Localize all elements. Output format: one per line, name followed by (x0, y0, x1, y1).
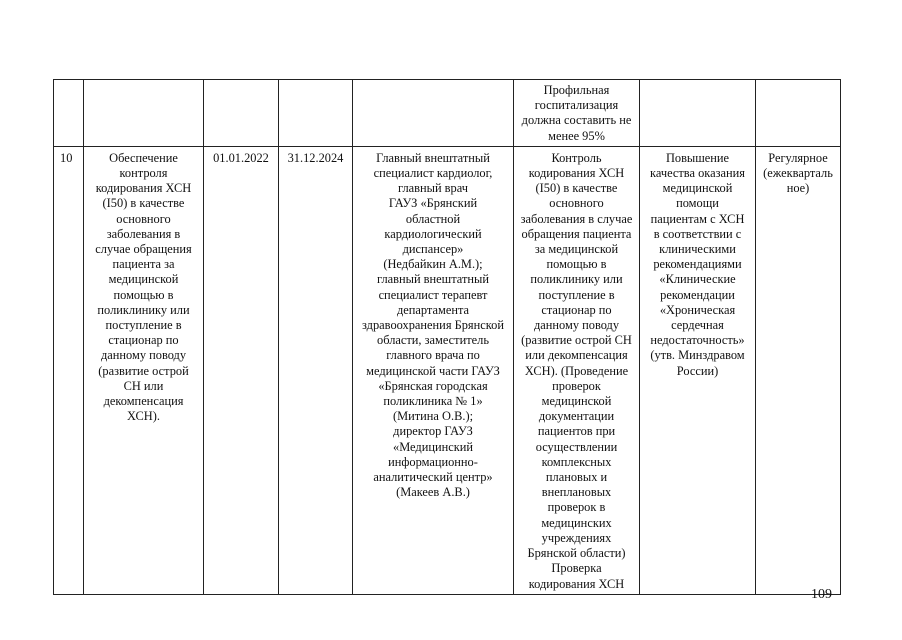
cell-result-empty (640, 80, 756, 147)
result-text: Повышение качества оказания медицинской помощи пациентам с ХСН в соответствии с клиническими рекомендациями «Клинические рекомендации «Хроническая сердечная недостаточность» (утв. Минздравом России) (640, 146, 756, 594)
frequency-text: Регулярное (ежекварталь ное) (756, 146, 841, 594)
start-date: 01.01.2022 (204, 146, 279, 594)
measure-text: Обеспечение контроля кодирования ХСН (I50) в качестве основного заболевания в случае обращения пациента за медицинской помощью в поликлинику или поступление в стационар по данному поводу (развитие острой СН или декомпенсация ХСН). (84, 146, 204, 594)
row-number: 10 (54, 146, 84, 594)
cell-responsible-empty (353, 80, 514, 147)
cell-start-empty (204, 80, 279, 147)
cell-num-empty (54, 80, 84, 147)
end-date: 31.12.2024 (279, 146, 353, 594)
cell-target-text: Профильная госпитализация должна составить не менее 95% (514, 80, 640, 147)
cell-measure-empty (84, 80, 204, 147)
target-text: Контроль кодирования ХСН (I50) в качестве основного заболевания в случае обращения пациента за медицинской помощью в поликлинику или поступление в стационар по данному поводу (развитие острой СН или декомпенсация ХСН). (Проведение проверок медицинской документации пациентов при осуществлении комплексных плановых и внеплановых проверок в медицинских учреждениях Брянской области) Проверка кодирования ХСН (514, 146, 640, 594)
cell-frequency-empty (756, 80, 841, 147)
measures-table (53, 79, 841, 595)
cell-end-empty (279, 80, 353, 147)
responsible-text: Главный внештатный специалист кардиолог, главный врач ГАУЗ «Брянский областной кардиологический диспансер» (Недбайкин А.М.); главный внештатный специалист терапевт департамента здравоохранения Брянской области, заместитель главного врача по медицинской части ГАУЗ «Брянская городская поликлиника № 1» (Митина О.В.); директор ГАУЗ «Медицинский информационно- аналитический центр» (Макеев А.В.) (353, 146, 514, 594)
table-row (54, 80, 841, 147)
page-number: 109 (811, 587, 832, 602)
table-row (54, 146, 841, 594)
